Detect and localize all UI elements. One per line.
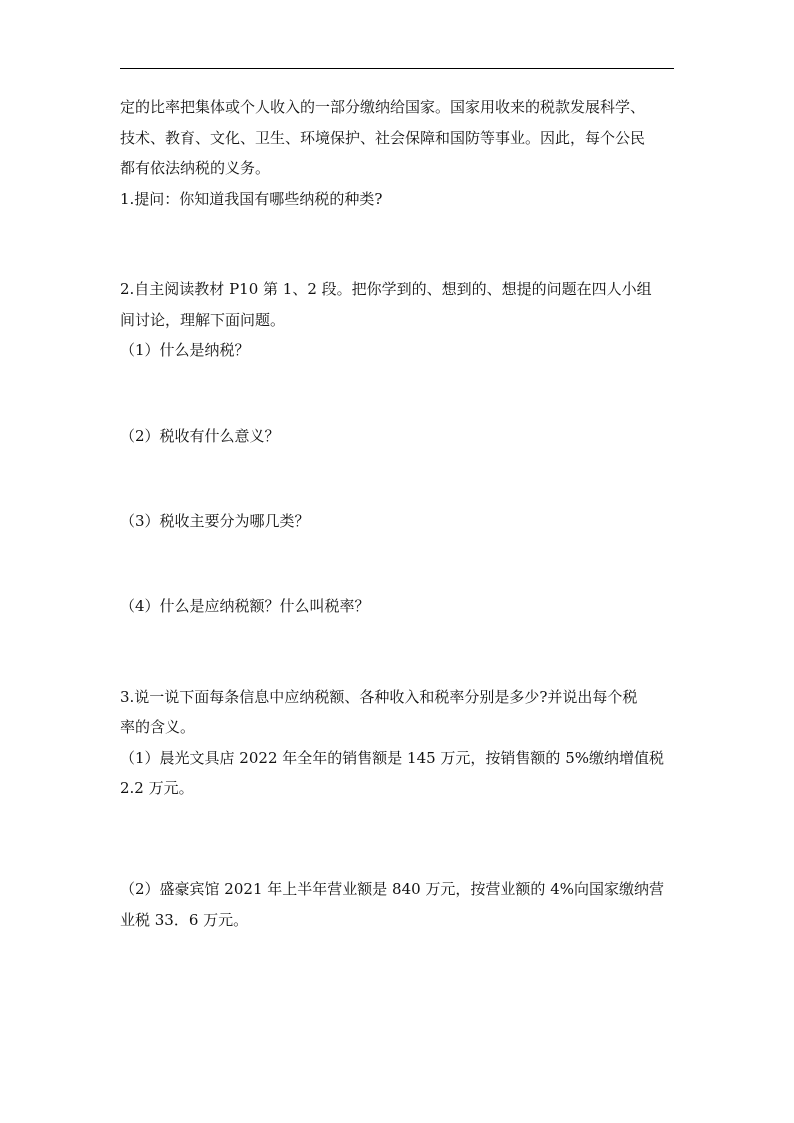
question-3-line-1: 3.说一说下面每条信息中应纳税额、各种收入和税率分别是多少?并说出每个税 <box>120 688 638 706</box>
header-rule <box>120 68 674 69</box>
question-3-line-2: 率的含义。 <box>120 718 196 736</box>
sub-question-2: （2）税收有什么意义？ <box>120 427 280 445</box>
intro-line-3: 都有依法纳税的义务。 <box>120 159 271 177</box>
sub-question-1: （1）什么是纳税？ <box>120 341 250 359</box>
example-2-line-2: 业税 33．6 万元。 <box>120 911 249 929</box>
question-2-line-2: 间讨论，理解下面问题。 <box>120 311 286 329</box>
example-1-line-2: 2.2 万元。 <box>120 779 194 797</box>
sub-question-3: （3）税收主要分为哪几类？ <box>120 512 310 530</box>
question-2-line-1: 2.自主阅读教材 P10 第 1、2 段。把你学到的、想到的、想提的问题在四人小组 <box>120 280 652 298</box>
intro-line-2: 技术、教育、文化、卫生、环境保护、社会保障和国防等事业。因此，每个公民 <box>120 129 646 147</box>
question-1: 1.提问：你知道我国有哪些纳税的种类? <box>120 190 383 208</box>
example-2-line-1: （2）盛豪宾馆 2021 年上半年营业额是 840 万元，按营业额的 4%向国家缴纳营 <box>120 880 664 898</box>
example-1-line-1: （1）晨光文具店 2022 年全年的销售额是 145 万元，按销售额的 5%缴纳增值税 <box>120 749 664 767</box>
intro-line-1: 定的比率把集体或个人收入的一部分缴纳给国家。国家用收来的税款发展科学、 <box>120 98 646 116</box>
sub-question-4: （4）什么是应纳税额？什么叫税率？ <box>120 597 370 615</box>
